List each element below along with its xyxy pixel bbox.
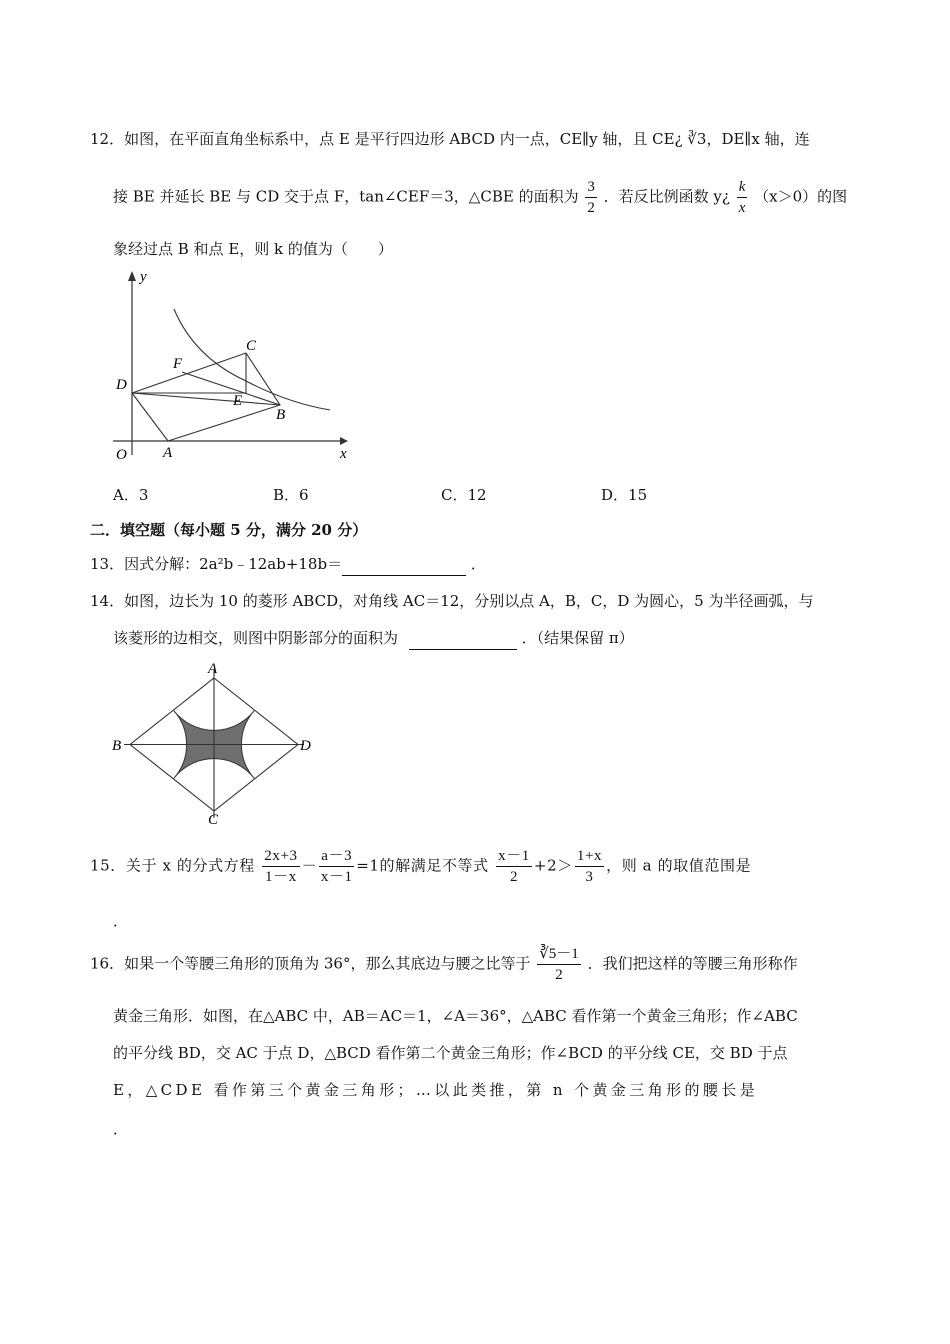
q16-line4: E，△CDE 看作第三个黄金三角形；…以此类推，第 n 个黄金三角形的腰长是 [113,1081,759,1099]
option-d: D．15 [601,486,648,504]
q14-figure [108,660,318,830]
q16-dot: ． [113,1120,129,1138]
q14-blank [409,627,517,650]
option-c: C．12 [441,486,487,504]
q16-line1b: ．我们把这样的等腰三角形称作 [587,954,798,973]
label-A: A [163,445,173,461]
option-b: B．6 [273,486,309,504]
q15-dot: ． [113,912,129,930]
q15-middle: =1的解满足不等式 [356,856,489,875]
q15-minus: － [301,856,318,875]
q15-intro: 15．关于 x 的分式方程 [90,856,255,875]
label-x: x [340,446,347,462]
q14-line1: 14．如图，边长为 10 的菱形 ABCD，对角线 AC＝12，分别以点 A，B，C，D 为圆心，5 为半径画弧，与 [90,592,814,610]
q15-line1 [90,846,751,887]
q12-figure [108,265,358,465]
label-E: E [233,393,243,409]
q12-line2c: （x＞0）的图 [754,187,848,206]
label-A: A [208,661,218,677]
q15-frac-3: $\frac{x-1}{2}$ [498,848,530,885]
label-F: F [173,356,183,372]
q13-blank [342,553,466,576]
label-D: D [116,377,127,393]
q13-line [90,553,486,576]
label-B: B [276,407,286,423]
q12-k-fraction: $\frac{k}{x}$ [738,179,746,216]
label-y: y [140,269,147,285]
q15-frac-4: $\frac{1+x}{3}$ [576,848,603,885]
q16-line3: 的平分线 BD，交 AC 于点 D，△BCD 看作第二个黄金三角形；作∠BCD 的平分线 CE，交 BD 于点 [113,1044,788,1062]
q14-line2 [113,627,634,650]
q12-line1: 12．如图，在平面直角坐标系中，点 E 是平行四边形 ABCD 内一点，CE∥y 轴，且 CE¿ ∛3，DE∥x 轴，连 [90,130,810,148]
label-O: O [116,447,127,463]
q12-area-fraction: $\frac{3}{2}$ [587,179,595,216]
q16-line2: 黄金三角形．如图，在△ABC 中，AB＝AC＝1，∠A＝36°，△ABC 看作第一个黄金三角形；作∠ABC [113,1007,798,1025]
q15-plus: +2＞ [533,856,573,875]
option-a: A．3 [113,486,149,504]
q14-line2b: ．（结果保留 π） [521,629,634,647]
q12-line2 [113,177,847,218]
q12-line2b: ．若反比例函数 y¿ [603,187,730,206]
q14-line2a: 该菱形的边相交，则图中阴影部分的面积为 [113,629,399,647]
q13-text: 13．因式分解：2a²b﹣12ab+18b＝ [90,555,343,573]
label-B: B [112,738,122,754]
label-C: C [208,812,219,828]
q12-line2a: 接 BE 并延长 BE 与 CD 交于点 F，tan∠CEF＝3，△CBE 的面积为 [113,187,579,206]
q12-line3: 象经过点 B 和点 E，则 k 的值为（ ） [113,240,393,258]
q16-line1a: 16．如果一个等腰三角形的顶角为 36°，那么其底边与腰之比等于 [90,954,531,973]
section-heading: 二．填空题（每小题 5 分，满分 20 分） [90,521,368,539]
q15-frac-1: $\frac{2x+3}{1-x}$ [264,848,298,885]
q16-golden-ratio: $\frac{∛5-1}{2}$ [539,946,579,983]
label-C: C [246,338,257,354]
q15-frac-2: $\frac{a-3}{x-1}$ [320,848,353,885]
label-D: D [300,738,311,754]
q13-end: ． [470,555,486,573]
q16-line1 [90,944,798,985]
q15-end: ，则 a 的取值范围是 [606,856,752,875]
